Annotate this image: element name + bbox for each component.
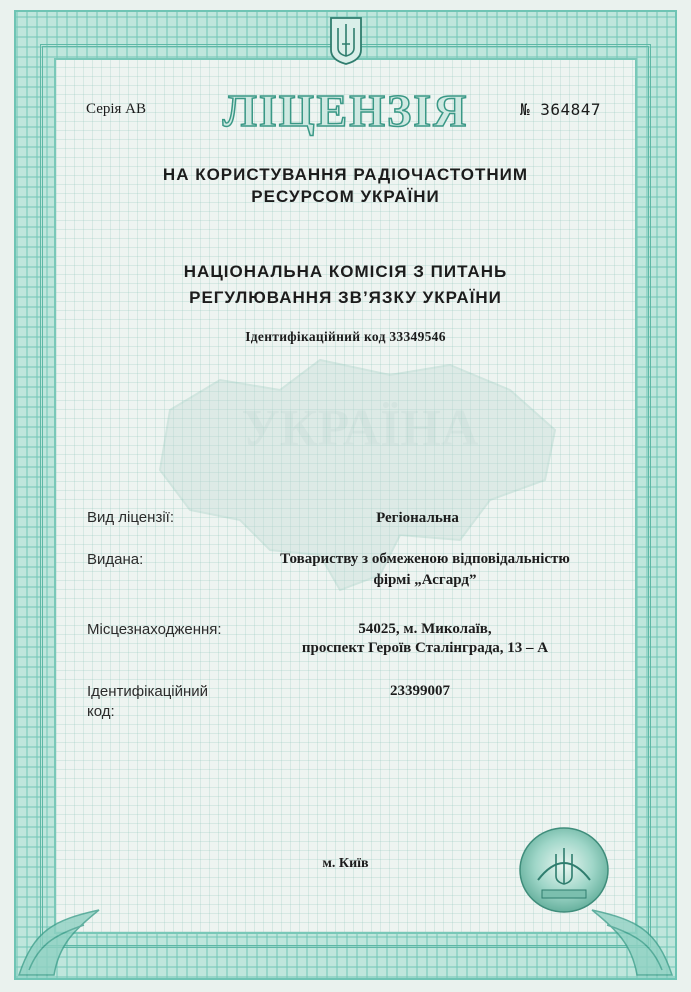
issued-to-line-2: фірмі „Асгард” — [373, 572, 477, 588]
id-value: 23399007 — [390, 683, 450, 699]
license-number: № 364847 — [520, 100, 602, 119]
issue-city: м. Київ — [322, 856, 369, 871]
id-label-line-1: Ідентифікаційний — [87, 683, 209, 700]
issuer-id-code: Ідентифікаційний код 33349546 — [245, 329, 446, 344]
corner-ornament-icon — [14, 890, 104, 980]
location-line-1: 54025, м. Миколаїв, — [358, 621, 492, 637]
subtitle-line-1: НА КОРИСТУВАННЯ РАДІОЧАСТОТНИМ — [162, 165, 529, 184]
license-type-label: Вид ліцензії: — [87, 509, 174, 526]
subtitle-line-2: РЕСУРСОМ УКРАЇНИ — [251, 187, 440, 206]
issuer-line-1: НАЦІОНАЛЬНА КОМІСІЯ З ПИТАНЬ — [183, 262, 508, 281]
trident-icon — [328, 14, 364, 66]
issued-to-line-1: Товариству з обмеженою відповідальністю — [280, 551, 570, 567]
issued-to-label: Видана: — [87, 551, 144, 568]
id-label-line-2: код: — [87, 703, 115, 720]
document-title: ЛІЦЕНЗІЯ — [222, 85, 469, 136]
hologram-seal-icon — [518, 826, 610, 914]
watermark-text: УКРАЇНА — [241, 400, 479, 457]
location-line-2: проспект Героїв Сталінграда, 13 – А — [301, 640, 549, 656]
license-type-value: Регіональна — [376, 510, 459, 526]
location-label: Місцезнаходження: — [87, 621, 222, 638]
series-label: Серія АВ — [86, 101, 146, 117]
issuer-line-2: РЕГУЛЮВАННЯ ЗВ’ЯЗКУ УКРАЇНИ — [189, 288, 502, 307]
